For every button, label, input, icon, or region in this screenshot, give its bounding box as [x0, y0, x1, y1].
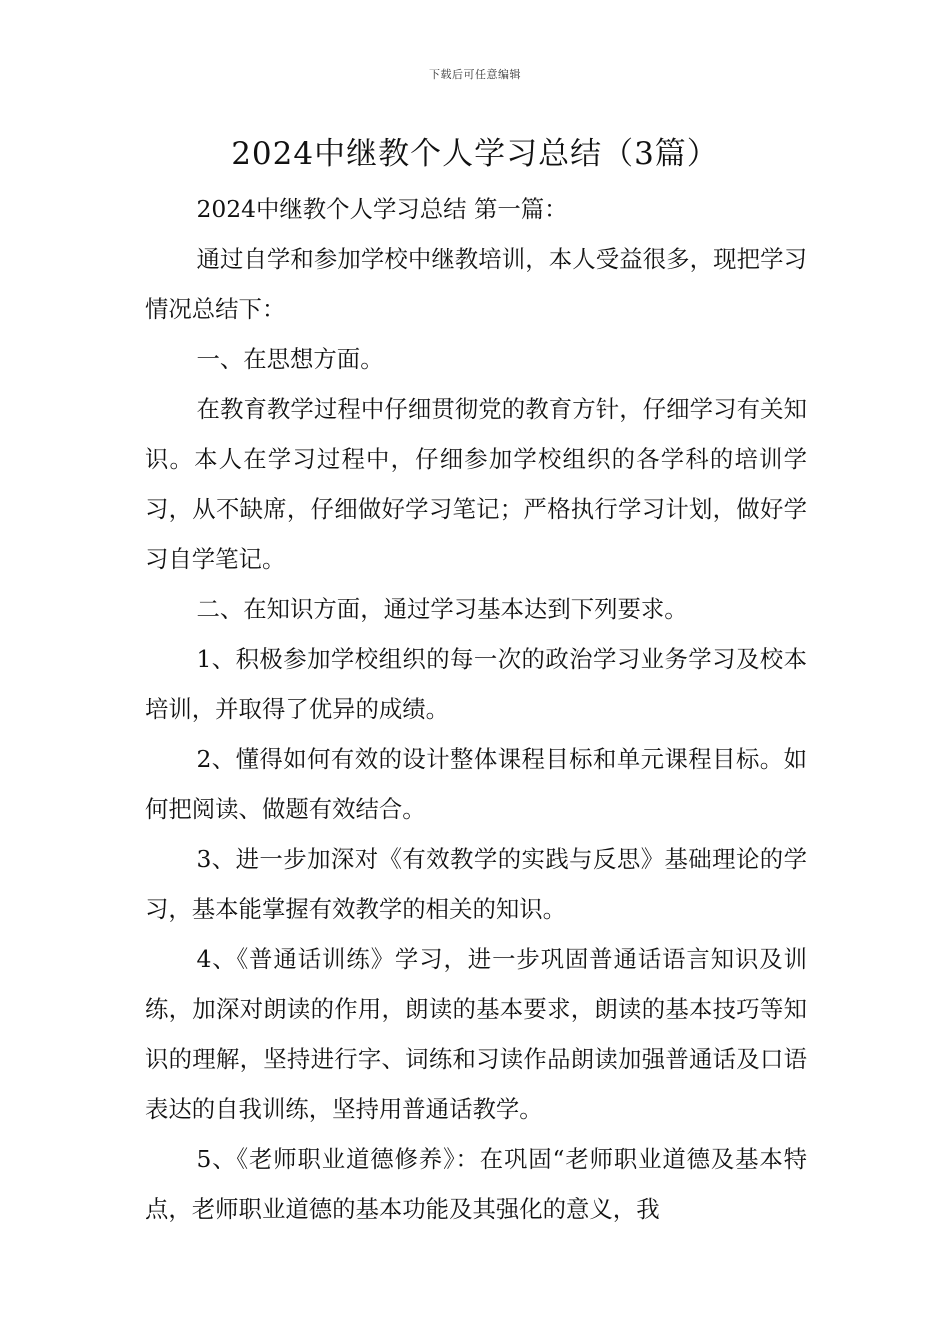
paragraph: 2、懂得如何有效的设计整体课程目标和单元课程目标。如何把阅读、做题有效结合。	[145, 745, 807, 823]
paragraph: 5、《老师职业道德修养》：在巩固“老师职业道德及基本特点，老师职业道德的基本功能及其强化的意义，我	[145, 1145, 807, 1223]
paragraph: 在教育教学过程中仔细贯彻党的教育方针，仔细学习有关知识。本人在学习过程中，仔细参加学校组织的各学科的培训学习，从不缺席，仔细做好学习笔记；严格执行学习计划，做好学习自学笔记。	[145, 395, 807, 573]
paragraph: 1、积极参加学校组织的每一次的政治学习业务学习及校本培训，并取得了优异的成绩。	[145, 645, 807, 723]
document-title: 2024中继教个人学习总结（3篇）	[231, 136, 719, 172]
paragraph: 4、《普通话训练》学习，进一步巩固普通话语言知识及训练，加深对朗读的作用，朗读的基本要求，朗读的基本技巧等知识的理解，坚持进行字、词练和习读作品朗读加强普通话及口语表达的自我训练，坚持用普通话教学。	[145, 945, 807, 1123]
paragraph: 3、进一步加深对《有效教学的实践与反思》基础理论的学习，基本能掌握有效教学的相关的知识。	[145, 845, 807, 923]
paragraph: 通过自学和参加学校中继教培训，本人受益很多，现把学习情况总结下：	[145, 245, 807, 323]
header-note: 下载后可任意编辑	[429, 68, 521, 81]
paragraph: 二、在知识方面，通过学习基本达到下列要求。	[196, 595, 688, 623]
paragraph: 一、在思想方面。	[196, 345, 384, 373]
section-heading: 2024中继教个人学习总结 第一篇：	[196, 195, 568, 223]
document-body	[145, 184, 807, 1234]
